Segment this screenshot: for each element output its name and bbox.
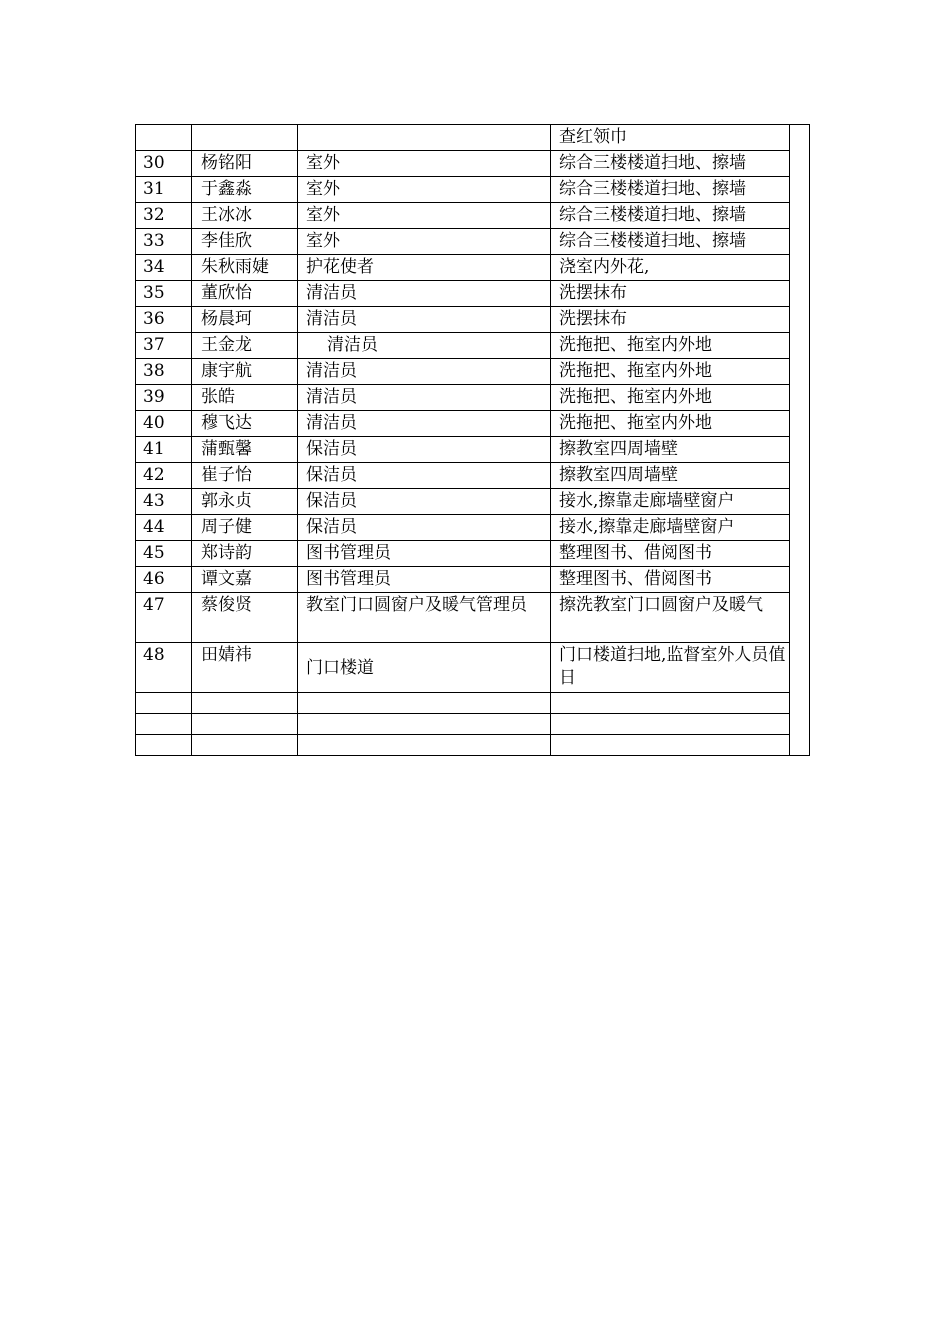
duty-task: 洗拖把、拖室内外地 [551, 411, 790, 437]
table-row [136, 643, 810, 693]
duty-task: 洗拖把、拖室内外地 [551, 333, 790, 359]
row-number: 31 [136, 177, 192, 203]
table-row [136, 515, 810, 541]
student-name: 朱秋雨婕 [192, 255, 298, 281]
duty-role: 保洁员 [298, 463, 551, 489]
duty-role: 清洁员 [298, 359, 551, 385]
duty-role: 图书管理员 [298, 541, 551, 567]
row-number: 40 [136, 411, 192, 437]
table-row [136, 567, 810, 593]
duty-task: 综合三楼楼道扫地、擦墙 [551, 177, 790, 203]
table-row [136, 593, 810, 643]
student-name: 李佳欣 [192, 229, 298, 255]
table-row-empty [136, 714, 810, 735]
duty-task: 洗拖把、拖室内外地 [551, 385, 790, 411]
table-row [136, 177, 810, 203]
duty-role: 保洁员 [298, 437, 551, 463]
row-number: 48 [136, 643, 192, 693]
empty-cell [136, 693, 192, 714]
empty-cell [192, 714, 298, 735]
table-row [136, 463, 810, 489]
student-name: 于鑫淼 [192, 177, 298, 203]
table-row [136, 385, 810, 411]
student-name: 王金龙 [192, 333, 298, 359]
duty-task: 整理图书、借阅图书 [551, 541, 790, 567]
student-name: 张皓 [192, 385, 298, 411]
duty-role: 清洁员 [298, 307, 551, 333]
duty-task: 综合三楼楼道扫地、擦墙 [551, 151, 790, 177]
row-number: 36 [136, 307, 192, 333]
student-name: 董欣怡 [192, 281, 298, 307]
duty-role: 门口楼道 [298, 643, 551, 693]
row-number: 30 [136, 151, 192, 177]
empty-cell [192, 735, 298, 756]
duty-role: 清洁员 [298, 333, 551, 359]
student-name: 杨晨珂 [192, 307, 298, 333]
row-number: 37 [136, 333, 192, 359]
empty-cell [551, 714, 790, 735]
table-row [136, 411, 810, 437]
table-row [136, 333, 810, 359]
duty-task: 擦洗教室门口圆窗户及暖气 [551, 593, 790, 643]
duty-task: 接水,擦靠走廊墙壁窗户 [551, 489, 790, 515]
row-number: 39 [136, 385, 192, 411]
student-name: 蔡俊贤 [192, 593, 298, 643]
row-number: 45 [136, 541, 192, 567]
duty-task: 整理图书、借阅图书 [551, 567, 790, 593]
duty-role: 室外 [298, 203, 551, 229]
duty-roster-table [135, 124, 810, 756]
row-number: 38 [136, 359, 192, 385]
duty-task: 擦教室四周墙壁 [551, 437, 790, 463]
duty-role: 室外 [298, 151, 551, 177]
table-row [136, 281, 810, 307]
duty-role [298, 125, 551, 151]
student-name: 谭文嘉 [192, 567, 298, 593]
row-number [136, 125, 192, 151]
row-number: 44 [136, 515, 192, 541]
duty-task: 查红领巾 [551, 125, 790, 151]
empty-cell [192, 693, 298, 714]
duty-task: 洗摆抹布 [551, 307, 790, 333]
row-number: 43 [136, 489, 192, 515]
duty-task: 门口楼道扫地,监督室外人员值日 [551, 643, 790, 693]
student-name: 崔子怡 [192, 463, 298, 489]
row-number: 32 [136, 203, 192, 229]
table-row [136, 229, 810, 255]
duty-task: 接水,擦靠走廊墙壁窗户 [551, 515, 790, 541]
duty-task: 洗拖把、拖室内外地 [551, 359, 790, 385]
table-row [136, 203, 810, 229]
duty-task: 洗摆抹布 [551, 281, 790, 307]
table-row-empty [136, 693, 810, 714]
student-name: 蒲甄馨 [192, 437, 298, 463]
empty-cell [298, 735, 551, 756]
student-name: 郭永贞 [192, 489, 298, 515]
row-number: 34 [136, 255, 192, 281]
duty-role: 护花使者 [298, 255, 551, 281]
table-row [136, 255, 810, 281]
student-name [192, 125, 298, 151]
duty-role: 保洁员 [298, 489, 551, 515]
table-row [136, 359, 810, 385]
row-number: 42 [136, 463, 192, 489]
duty-role: 清洁员 [298, 385, 551, 411]
table-row-empty [136, 735, 810, 756]
empty-cell [298, 693, 551, 714]
row-number: 35 [136, 281, 192, 307]
duty-role: 保洁员 [298, 515, 551, 541]
table-row [136, 125, 810, 151]
student-name: 杨铭阳 [192, 151, 298, 177]
duty-role: 图书管理员 [298, 567, 551, 593]
duty-task: 擦教室四周墙壁 [551, 463, 790, 489]
table-row [136, 541, 810, 567]
duty-task: 浇室内外花, [551, 255, 790, 281]
empty-cell [551, 693, 790, 714]
duty-role: 清洁员 [298, 281, 551, 307]
table-row [136, 489, 810, 515]
duty-task: 综合三楼楼道扫地、擦墙 [551, 229, 790, 255]
table-row [136, 307, 810, 333]
student-name: 田婧祎 [192, 643, 298, 693]
student-name: 周子健 [192, 515, 298, 541]
table-row [136, 151, 810, 177]
empty-cell [136, 714, 192, 735]
row-number: 41 [136, 437, 192, 463]
duty-role: 室外 [298, 177, 551, 203]
duty-role: 清洁员 [298, 411, 551, 437]
student-name: 王冰冰 [192, 203, 298, 229]
duty-role: 室外 [298, 229, 551, 255]
row-number: 46 [136, 567, 192, 593]
student-name: 穆飞达 [192, 411, 298, 437]
empty-cell [298, 714, 551, 735]
row-number: 47 [136, 593, 192, 643]
student-name: 康宇航 [192, 359, 298, 385]
table-row [136, 437, 810, 463]
empty-cell [551, 735, 790, 756]
student-name: 郑诗韵 [192, 541, 298, 567]
duty-role: 教室门口圆窗户及暖气管理员 [298, 593, 551, 643]
row-number: 33 [136, 229, 192, 255]
side-column-cell [790, 125, 810, 756]
empty-cell [136, 735, 192, 756]
duty-task: 综合三楼楼道扫地、擦墙 [551, 203, 790, 229]
